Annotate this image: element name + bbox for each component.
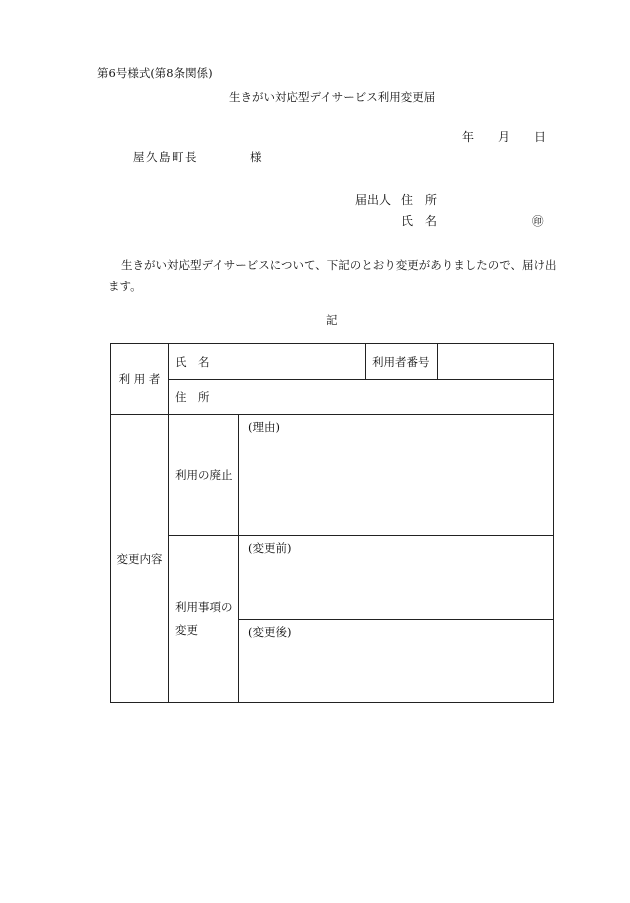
user-name-label: 氏 名 [175,354,210,369]
before-label: (変更前) [248,541,292,555]
after-label: (変更後) [248,625,292,639]
change-before-cell [239,536,553,620]
form-number: 第6号様式(第8条関係) [97,66,213,80]
abolish-label-cell [169,415,239,536]
reason-label: (理由) [248,420,280,434]
form-title: 生きがい対応型デイサービス利用変更届 [229,90,436,104]
item-change-label-line: 利用事項の [175,600,233,614]
body-line: ます。 [108,279,142,293]
item-change-label-line: 変更 [175,623,198,637]
change-notification-table [110,343,554,703]
seal-mark: ㊞ [532,214,544,228]
user-address-label: 住 所 [175,390,210,404]
addressee-honorific: 様 [250,150,262,164]
date-line: 年 月 日 [462,130,547,144]
abolish-reason-cell [239,415,553,536]
user-number-label-cell [366,344,438,380]
note-heading: 記 [326,313,338,327]
user-address-cell [169,380,553,415]
applicant-role-label: 届出人 [355,193,392,207]
user-name-cell [169,344,366,380]
user-label: 利 用 者 [118,372,161,386]
change-content-label-cell [111,415,169,702]
abolish-label: 利用の廃止 [175,468,233,482]
applicant-address-label: 住 所 [401,193,438,207]
addressee-name: 屋久島町長 [133,150,198,164]
change-content-label: 変更内容 [116,551,163,566]
user-number-label: 利用者番号 [372,354,430,369]
body-line: 生きがい対応型デイサービスについて、下記のとおり変更がありましたので、届け出 [121,258,557,272]
item-change-label-cell [169,536,239,702]
user-label-cell [111,344,169,415]
change-after-cell [239,620,553,702]
applicant-name-label: 氏 名 [401,214,438,228]
user-number-value-cell [438,344,553,380]
